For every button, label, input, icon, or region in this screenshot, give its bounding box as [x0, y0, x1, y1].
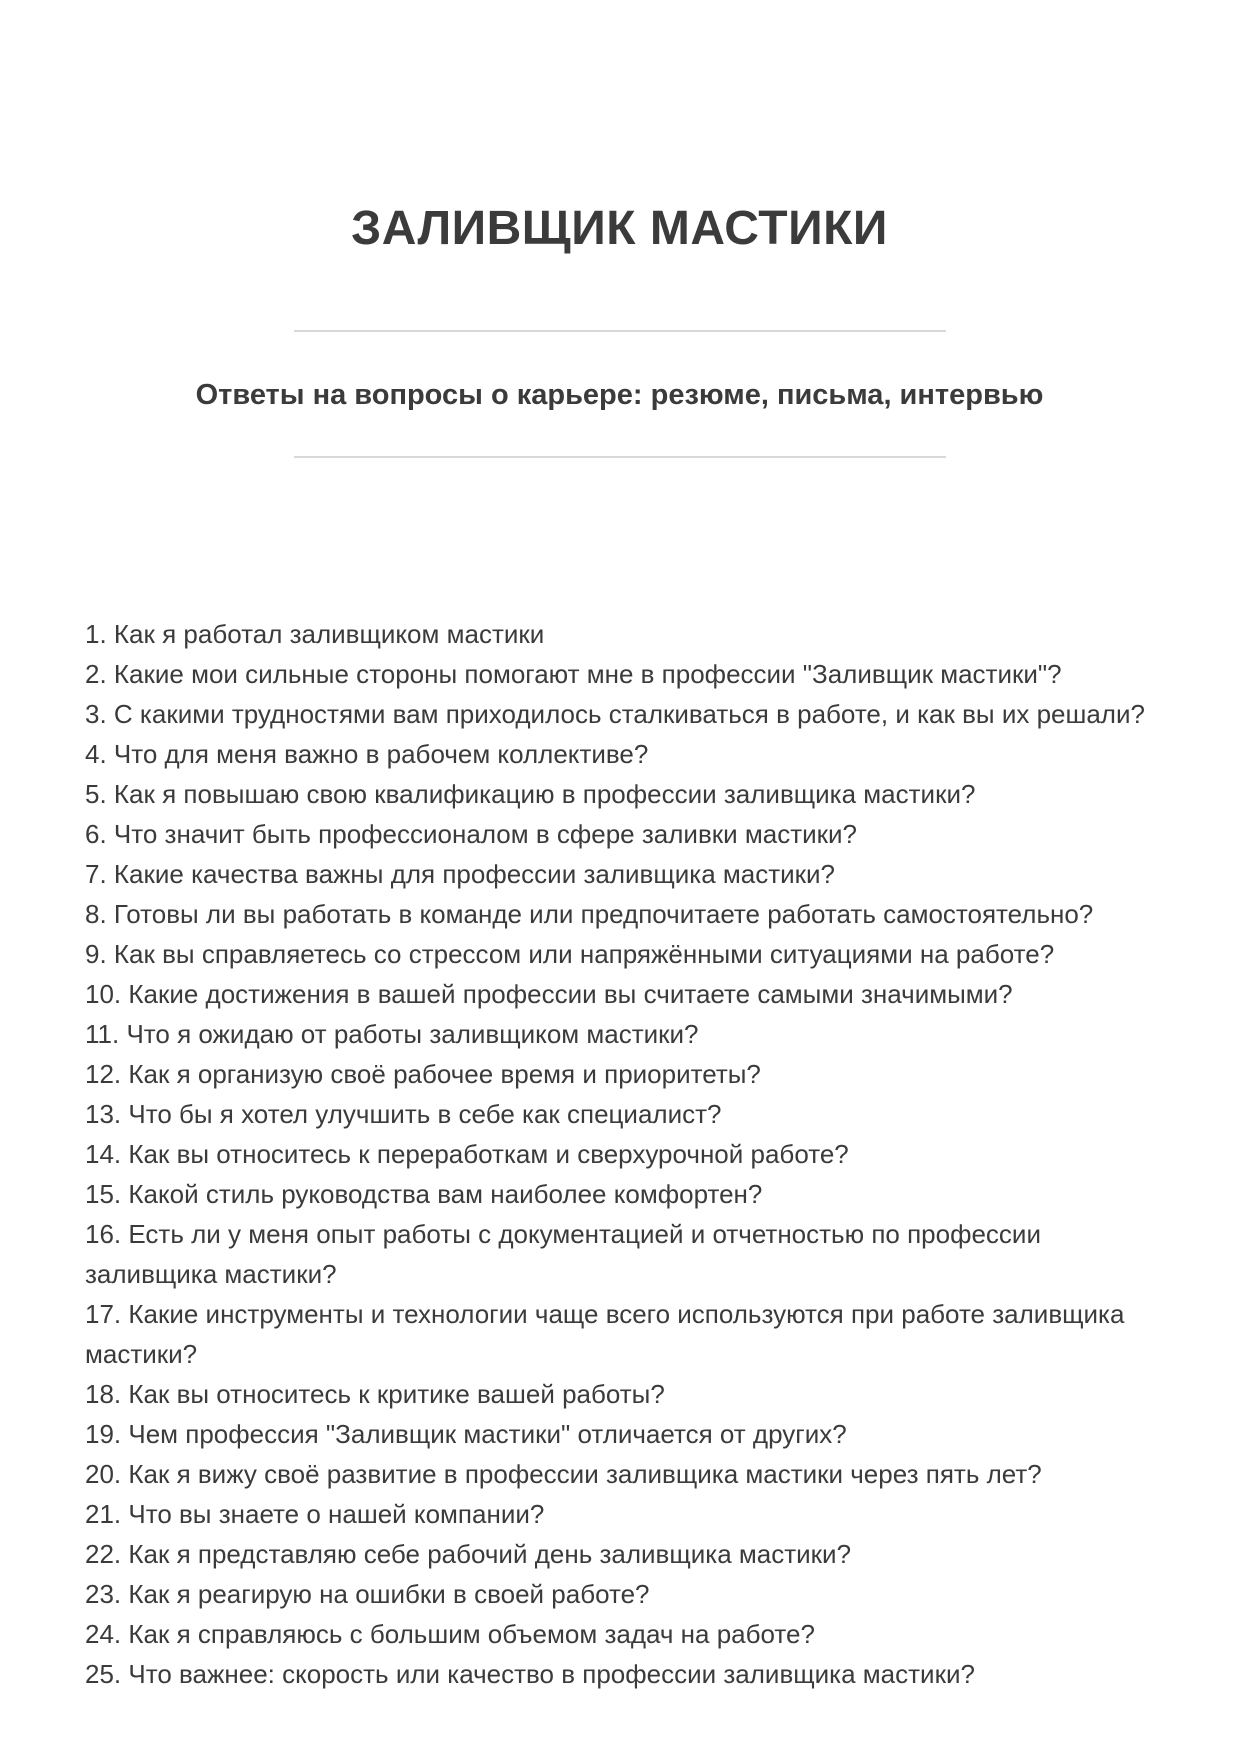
question-item: 1. Как я работал заливщиком мастики: [85, 619, 545, 649]
question-item: 13. Что бы я хотел улучшить в себе как специалист?: [85, 1099, 722, 1129]
question-item: 9. Как вы справляетесь со стрессом или напряжёнными ситуациями на работе?: [85, 939, 1055, 969]
question-item: 19. Чем профессия "Заливщик мастики" отличается от других?: [85, 1419, 847, 1449]
question-item: 18. Как вы относитесь к критике вашей работы?: [85, 1379, 665, 1409]
question-item: 12. Как я организую своё рабочее время и приоритеты?: [85, 1059, 761, 1089]
question-item: 16. Есть ли у меня опыт работы с документацией и отчетностью по профессии заливщика мастики?: [85, 1219, 1041, 1289]
page-title: ЗАЛИВЩИК МАСТИКИ: [351, 202, 888, 255]
question-item: 11. Что я ожидаю от работы заливщиком мастики?: [85, 1019, 699, 1049]
divider-bottom: [294, 456, 946, 458]
question-item: 14. Как вы относитесь к переработкам и сверхурочной работе?: [85, 1139, 849, 1169]
question-item: 6. Что значит быть профессионалом в сфере заливки мастики?: [85, 819, 858, 849]
divider-top: [294, 330, 946, 332]
question-item: 5. Как я повышаю свою квалификацию в профессии заливщика мастики?: [85, 779, 976, 809]
question-item: 4. Что для меня важно в рабочем коллективе?: [85, 739, 649, 769]
question-item: 17. Какие инструменты и технологии чаще всего используются при работе заливщика мастики?: [85, 1299, 1125, 1369]
question-list: [0, 614, 1239, 1694]
question-item: 2. Какие мои сильные стороны помогают мне в профессии "Заливщик мастики"?: [85, 659, 1062, 689]
question-item: 23. Как я реагирую на ошибки в своей работе?: [85, 1579, 650, 1609]
question-item: 25. Что важнее: скорость или качество в профессии заливщика мастики?: [85, 1659, 975, 1689]
question-item: 21. Что вы знаете о нашей компании?: [85, 1499, 545, 1529]
page-subtitle: Ответы на вопросы о карьере: резюме, письма, интервью: [195, 379, 1044, 411]
document-header: [0, 200, 1239, 458]
question-item: 20. Как я вижу своё развитие в профессии заливщика мастики через пять лет?: [85, 1459, 1042, 1489]
question-item: 10. Какие достижения в вашей профессии вы считаете самыми значимыми?: [85, 979, 1013, 1009]
question-item: 3. С какими трудностями вам приходилось сталкиваться в работе, и как вы их решали?: [85, 699, 1145, 729]
question-item: 15. Какой стиль руководства вам наиболее комфортен?: [85, 1179, 763, 1209]
document-body: [0, 614, 1239, 1694]
question-item: 22. Как я представляю себе рабочий день заливщика мастики?: [85, 1539, 852, 1569]
question-item: 7. Какие качества важны для профессии заливщика мастики?: [85, 859, 836, 889]
question-item: 24. Как я справляюсь с большим объемом задач на работе?: [85, 1619, 815, 1649]
question-item: 8. Готовы ли вы работать в команде или предпочитаете работать самостоятельно?: [85, 899, 1094, 929]
